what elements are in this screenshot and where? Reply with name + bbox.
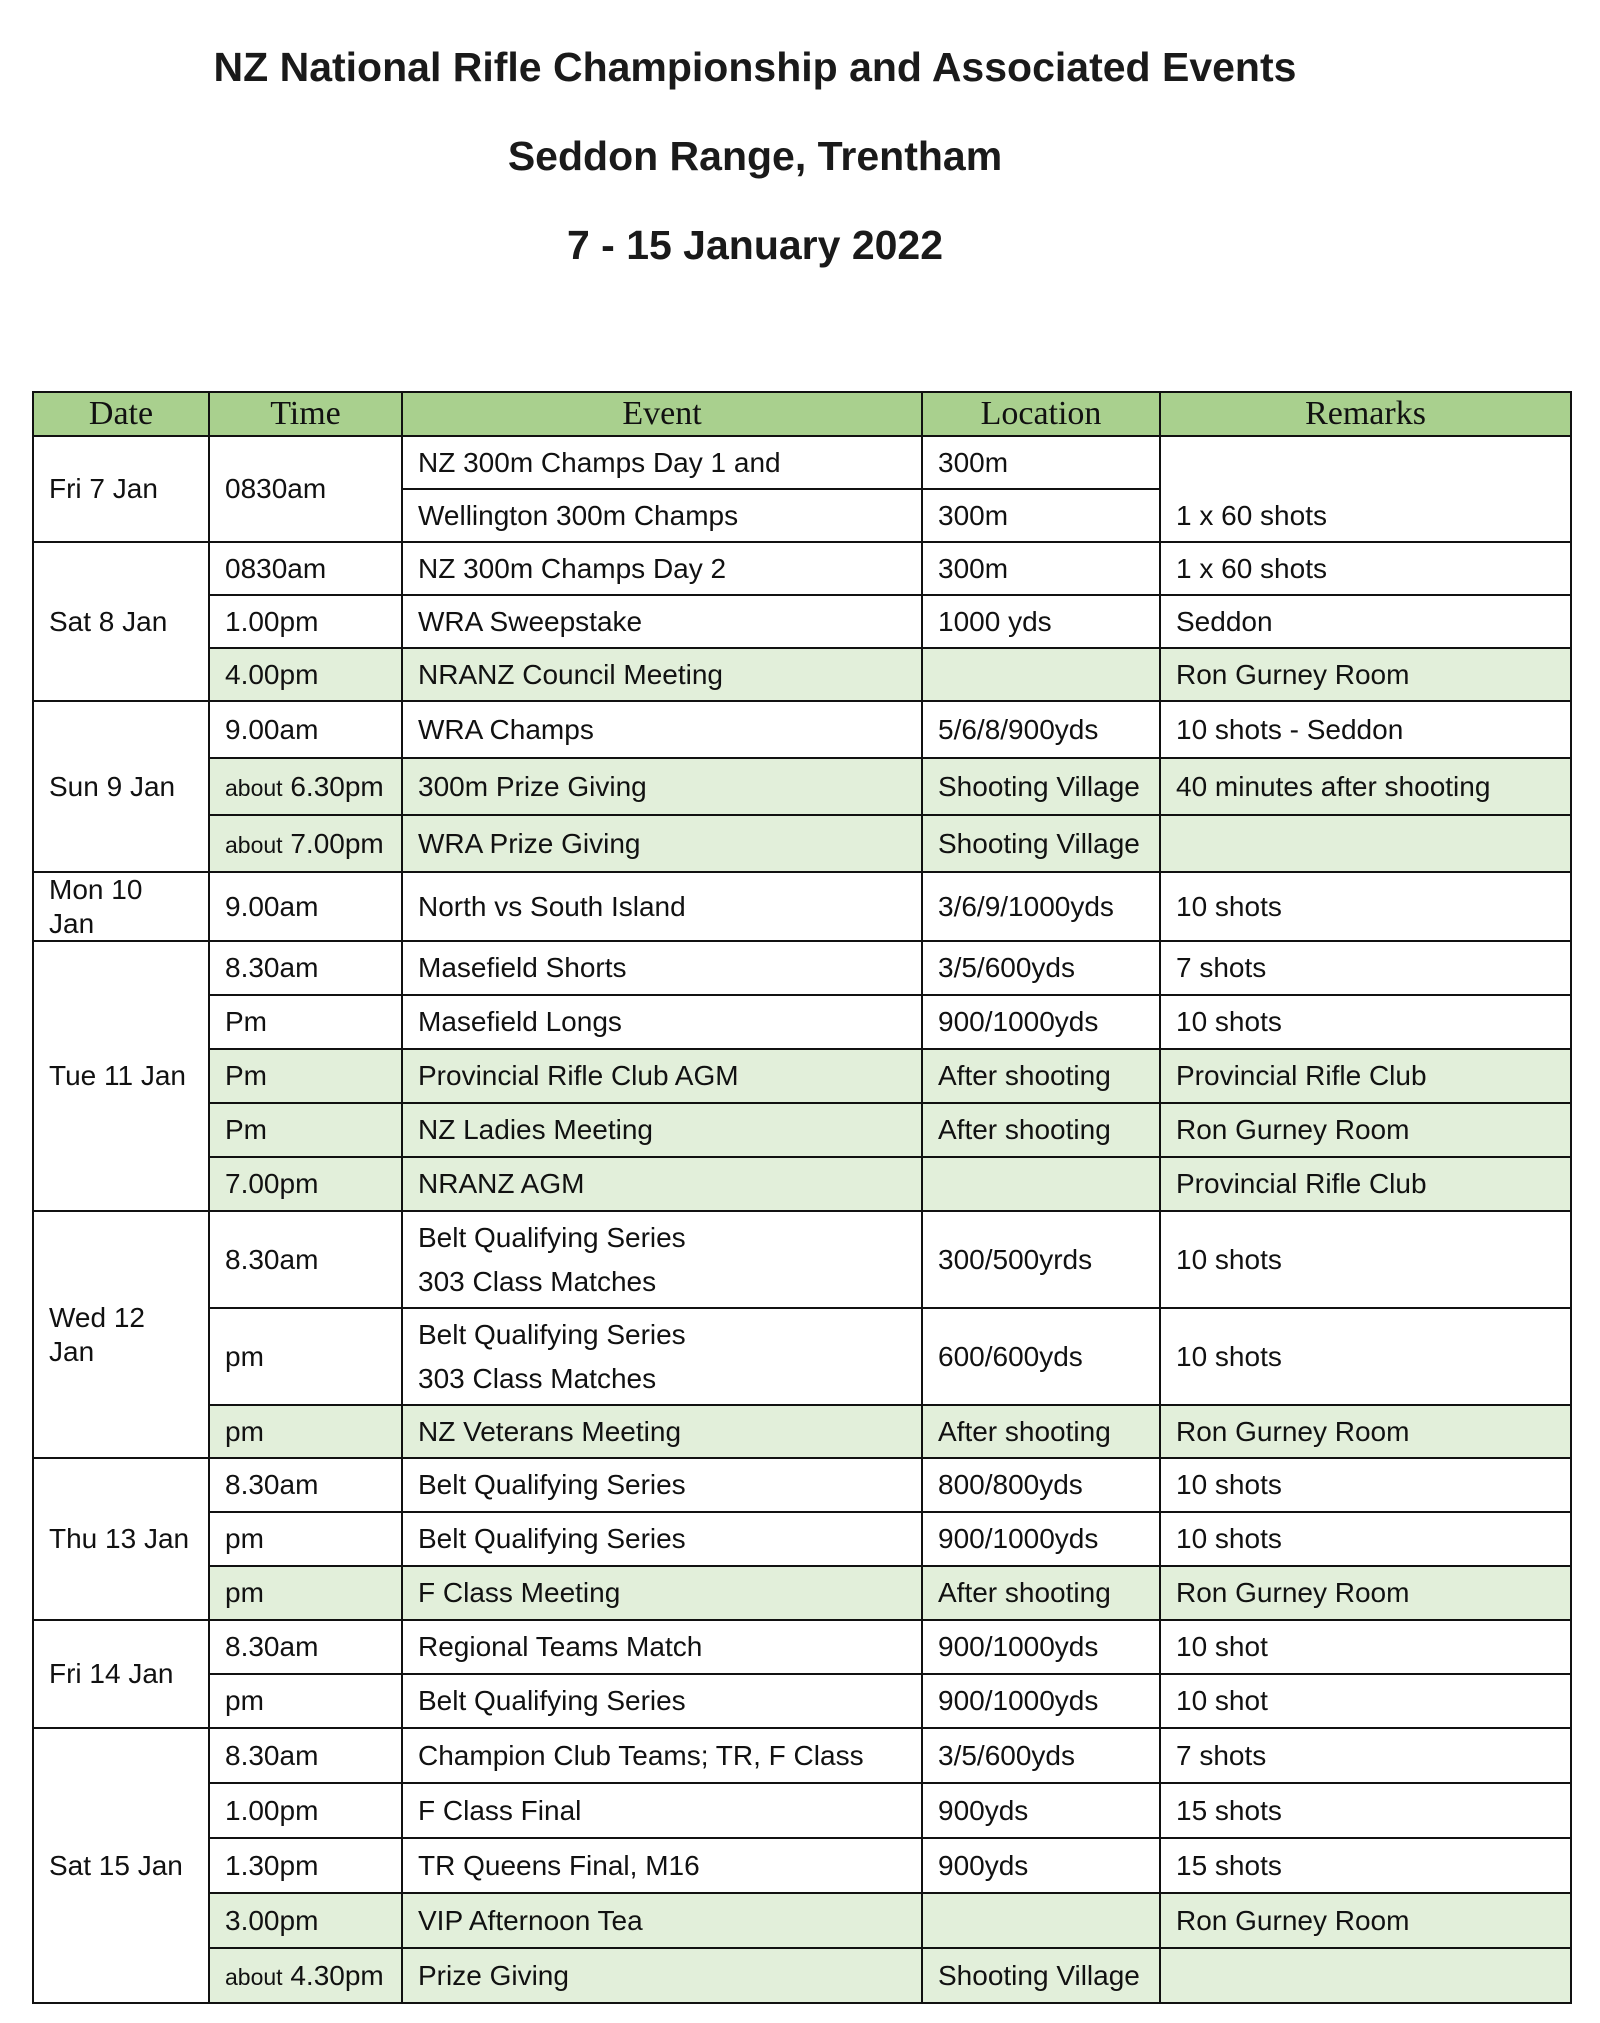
location-cell: Shooting Village [922, 758, 1160, 815]
venue-heading: Seddon Range, Trentham [507, 133, 1003, 179]
location-cell: 900/1000yds [922, 1674, 1160, 1728]
remarks-cell: 10 shot [1160, 1674, 1571, 1728]
date-cell: Sun 9 Jan [33, 701, 209, 872]
event-cell: Belt Qualifying Series [402, 1512, 922, 1566]
table-row [33, 1838, 1571, 1893]
date-cell: Fri 14 Jan [33, 1620, 209, 1728]
time-cell: Pm [209, 1049, 402, 1103]
table-row [33, 1566, 1571, 1620]
date-cell: Sat 15 Jan [33, 1728, 209, 2003]
time-cell: 8.30am [209, 1458, 402, 1512]
location-cell: 3/6/9/1000yds [922, 872, 1160, 941]
remarks-cell [1160, 1948, 1571, 2003]
location-cell: 900yds [922, 1838, 1160, 1893]
remarks-cell: 10 shots [1160, 995, 1571, 1049]
table-row [33, 436, 1571, 489]
time-cell: pm [209, 1512, 402, 1566]
event-cell: NZ 300m Champs Day 1 and [402, 436, 922, 489]
event-cell: Champion Club Teams; TR, F Class [402, 1728, 922, 1783]
time-cell: 8.30am [209, 1620, 402, 1674]
location-cell: 800/800yds [922, 1458, 1160, 1512]
time-cell: 7.00pm [209, 1157, 402, 1211]
event-cell: Prize Giving [402, 1948, 922, 2003]
time-cell: 0830am [209, 436, 402, 542]
event-line: 303 Class Matches [418, 1362, 657, 1394]
table-row [33, 1948, 1571, 2003]
table-row [33, 1405, 1571, 1458]
location-cell: 5/6/8/900yds [922, 701, 1160, 758]
remarks-cell: 7 shots [1160, 1728, 1571, 1783]
event-cell: Wellington 300m Champs [402, 489, 922, 542]
column-header-location: Location [922, 392, 1160, 436]
remarks-cell: 1 x 60 shots [1160, 542, 1571, 595]
time-prefix: about [225, 831, 283, 858]
event-cell: WRA Sweepstake [402, 595, 922, 648]
remarks-cell: Provincial Rifle Club [1160, 1157, 1571, 1211]
time-cell [209, 815, 402, 872]
time-value: 6.30pm [290, 770, 384, 802]
location-cell: 300m [922, 489, 1160, 542]
event-line: 303 Class Matches [418, 1265, 657, 1297]
location-cell [922, 1893, 1160, 1948]
time-value: 7.00pm [290, 827, 384, 859]
remarks-cell: 10 shots [1160, 1211, 1571, 1308]
event-cell: Belt Qualifying Series [402, 1458, 922, 1512]
time-cell: pm [209, 1308, 402, 1405]
location-cell: After shooting [922, 1103, 1160, 1157]
table-row [33, 542, 1571, 595]
event-cell: WRA Prize Giving [402, 815, 922, 872]
event-cell [402, 1308, 922, 1405]
remarks-cell: Ron Gurney Room [1160, 1405, 1571, 1458]
remarks-cell: Ron Gurney Room [1160, 1103, 1571, 1157]
event-cell: North vs South Island [402, 872, 922, 941]
table-row [33, 1157, 1571, 1211]
time-prefix: about [225, 1963, 283, 1990]
remarks-cell: 10 shots [1160, 872, 1571, 941]
event-line: Belt Qualifying Series [418, 1222, 686, 1254]
remarks-cell: 15 shots [1160, 1838, 1571, 1893]
remarks-cell: Provincial Rifle Club [1160, 1049, 1571, 1103]
remarks-cell: Seddon [1160, 595, 1571, 648]
location-cell: 900/1000yds [922, 1620, 1160, 1674]
remarks-cell: Ron Gurney Room [1160, 648, 1571, 701]
location-cell: 900yds [922, 1783, 1160, 1838]
location-cell: 900/1000yds [922, 1512, 1160, 1566]
date-cell: Sat 8 Jan [33, 542, 209, 701]
event-cell: WRA Champs [402, 701, 922, 758]
event-cell: Masefield Longs [402, 995, 922, 1049]
table-row [33, 758, 1571, 815]
event-cell: Regional Teams Match [402, 1620, 922, 1674]
date-cell: Fri 7 Jan [33, 436, 209, 542]
time-cell: 8.30am [209, 941, 402, 995]
event-cell: F Class Final [402, 1783, 922, 1838]
table-row [33, 1674, 1571, 1728]
time-cell: Pm [209, 995, 402, 1049]
table-row [33, 941, 1571, 995]
remarks-cell: 7 shots [1160, 941, 1571, 995]
table-row [33, 1049, 1571, 1103]
location-cell [922, 648, 1160, 701]
location-cell: 1000 yds [922, 595, 1160, 648]
time-cell: Pm [209, 1103, 402, 1157]
header-row [33, 392, 1571, 436]
column-header-remarks: Remarks [1160, 392, 1571, 436]
remarks-cell: 10 shots [1160, 1308, 1571, 1405]
event-cell [402, 1211, 922, 1308]
location-cell: After shooting [922, 1405, 1160, 1458]
table-row [33, 1458, 1571, 1512]
event-cell: Provincial Rifle Club AGM [402, 1049, 922, 1103]
remarks-cell: Ron Gurney Room [1160, 1566, 1571, 1620]
remarks-cell: 10 shots - Seddon [1160, 701, 1571, 758]
event-cell: NZ Ladies Meeting [402, 1103, 922, 1157]
location-cell: 300m [922, 542, 1160, 595]
event-cell: NZ Veterans Meeting [402, 1405, 922, 1458]
table-row [33, 1103, 1571, 1157]
remarks-cell: 1 x 60 shots [1160, 436, 1571, 542]
table-row [33, 1512, 1571, 1566]
table-row [33, 815, 1571, 872]
time-cell: 3.00pm [209, 1893, 402, 1948]
location-cell [922, 1157, 1160, 1211]
location-cell: Shooting Village [922, 1948, 1160, 2003]
time-cell: 9.00am [209, 701, 402, 758]
location-cell: 300/500yrds [922, 1211, 1160, 1308]
location-cell: 3/5/600yds [922, 1728, 1160, 1783]
event-cell: Masefield Shorts [402, 941, 922, 995]
page-title: NZ National Rifle Championship and Associated Events [213, 44, 1297, 90]
time-prefix: about [225, 774, 283, 801]
time-cell: pm [209, 1405, 402, 1458]
column-header-time: Time [209, 392, 402, 436]
date-cell: Thu 13 Jan [33, 1458, 209, 1620]
table-row [33, 1893, 1571, 1948]
table-row [33, 1620, 1571, 1674]
event-schedule-table [32, 391, 1572, 2004]
date-cell: Wed 12 Jan [33, 1211, 209, 1458]
event-cell: VIP Afternoon Tea [402, 1893, 922, 1948]
date-cell: Mon 10 Jan [33, 872, 209, 941]
column-header-event: Event [402, 392, 922, 436]
time-cell: 1.30pm [209, 1838, 402, 1893]
remarks-cell: 10 shots [1160, 1458, 1571, 1512]
time-cell: 1.00pm [209, 595, 402, 648]
table-row [33, 1308, 1571, 1405]
time-cell: 1.00pm [209, 1783, 402, 1838]
location-cell: 600/600yds [922, 1308, 1160, 1405]
event-cell: 300m Prize Giving [402, 758, 922, 815]
table-row [33, 595, 1571, 648]
time-cell: 0830am [209, 542, 402, 595]
remarks-cell: 10 shot [1160, 1620, 1571, 1674]
event-cell: NZ 300m Champs Day 2 [402, 542, 922, 595]
table-row [33, 1211, 1571, 1308]
remarks-cell: Ron Gurney Room [1160, 1893, 1571, 1948]
table-row [33, 1728, 1571, 1783]
time-cell: 4.00pm [209, 648, 402, 701]
remarks-cell [1160, 815, 1571, 872]
time-cell: 9.00am [209, 872, 402, 941]
location-cell: 300m [922, 436, 1160, 489]
time-cell: pm [209, 1674, 402, 1728]
time-cell: pm [209, 1566, 402, 1620]
remarks-cell: 40 minutes after shooting [1160, 758, 1571, 815]
location-cell: After shooting [922, 1566, 1160, 1620]
remarks-cell: 10 shots [1160, 1512, 1571, 1566]
event-line: Belt Qualifying Series [418, 1319, 686, 1351]
time-cell: 8.30am [209, 1211, 402, 1308]
time-cell [209, 1948, 402, 2003]
table-row [33, 872, 1571, 941]
column-header-date: Date [33, 392, 209, 436]
table-row [33, 701, 1571, 758]
event-cell: TR Queens Final, M16 [402, 1838, 922, 1893]
remarks-cell: 15 shots [1160, 1783, 1571, 1838]
location-cell: 3/5/600yds [922, 941, 1160, 995]
event-cell: F Class Meeting [402, 1566, 922, 1620]
table-row [33, 995, 1571, 1049]
time-cell: 8.30am [209, 1728, 402, 1783]
location-cell: 900/1000yds [922, 995, 1160, 1049]
event-cell: Belt Qualifying Series [402, 1674, 922, 1728]
date-cell: Tue 11 Jan [33, 941, 209, 1211]
location-cell: After shooting [922, 1049, 1160, 1103]
location-cell: Shooting Village [922, 815, 1160, 872]
event-cell: NRANZ Council Meeting [402, 648, 922, 701]
dates-heading: 7 - 15 January 2022 [566, 222, 944, 268]
time-cell [209, 758, 402, 815]
table-row [33, 648, 1571, 701]
time-value: 4.30pm [290, 1959, 384, 1991]
event-cell: NRANZ AGM [402, 1157, 922, 1211]
table-row [33, 1783, 1571, 1838]
